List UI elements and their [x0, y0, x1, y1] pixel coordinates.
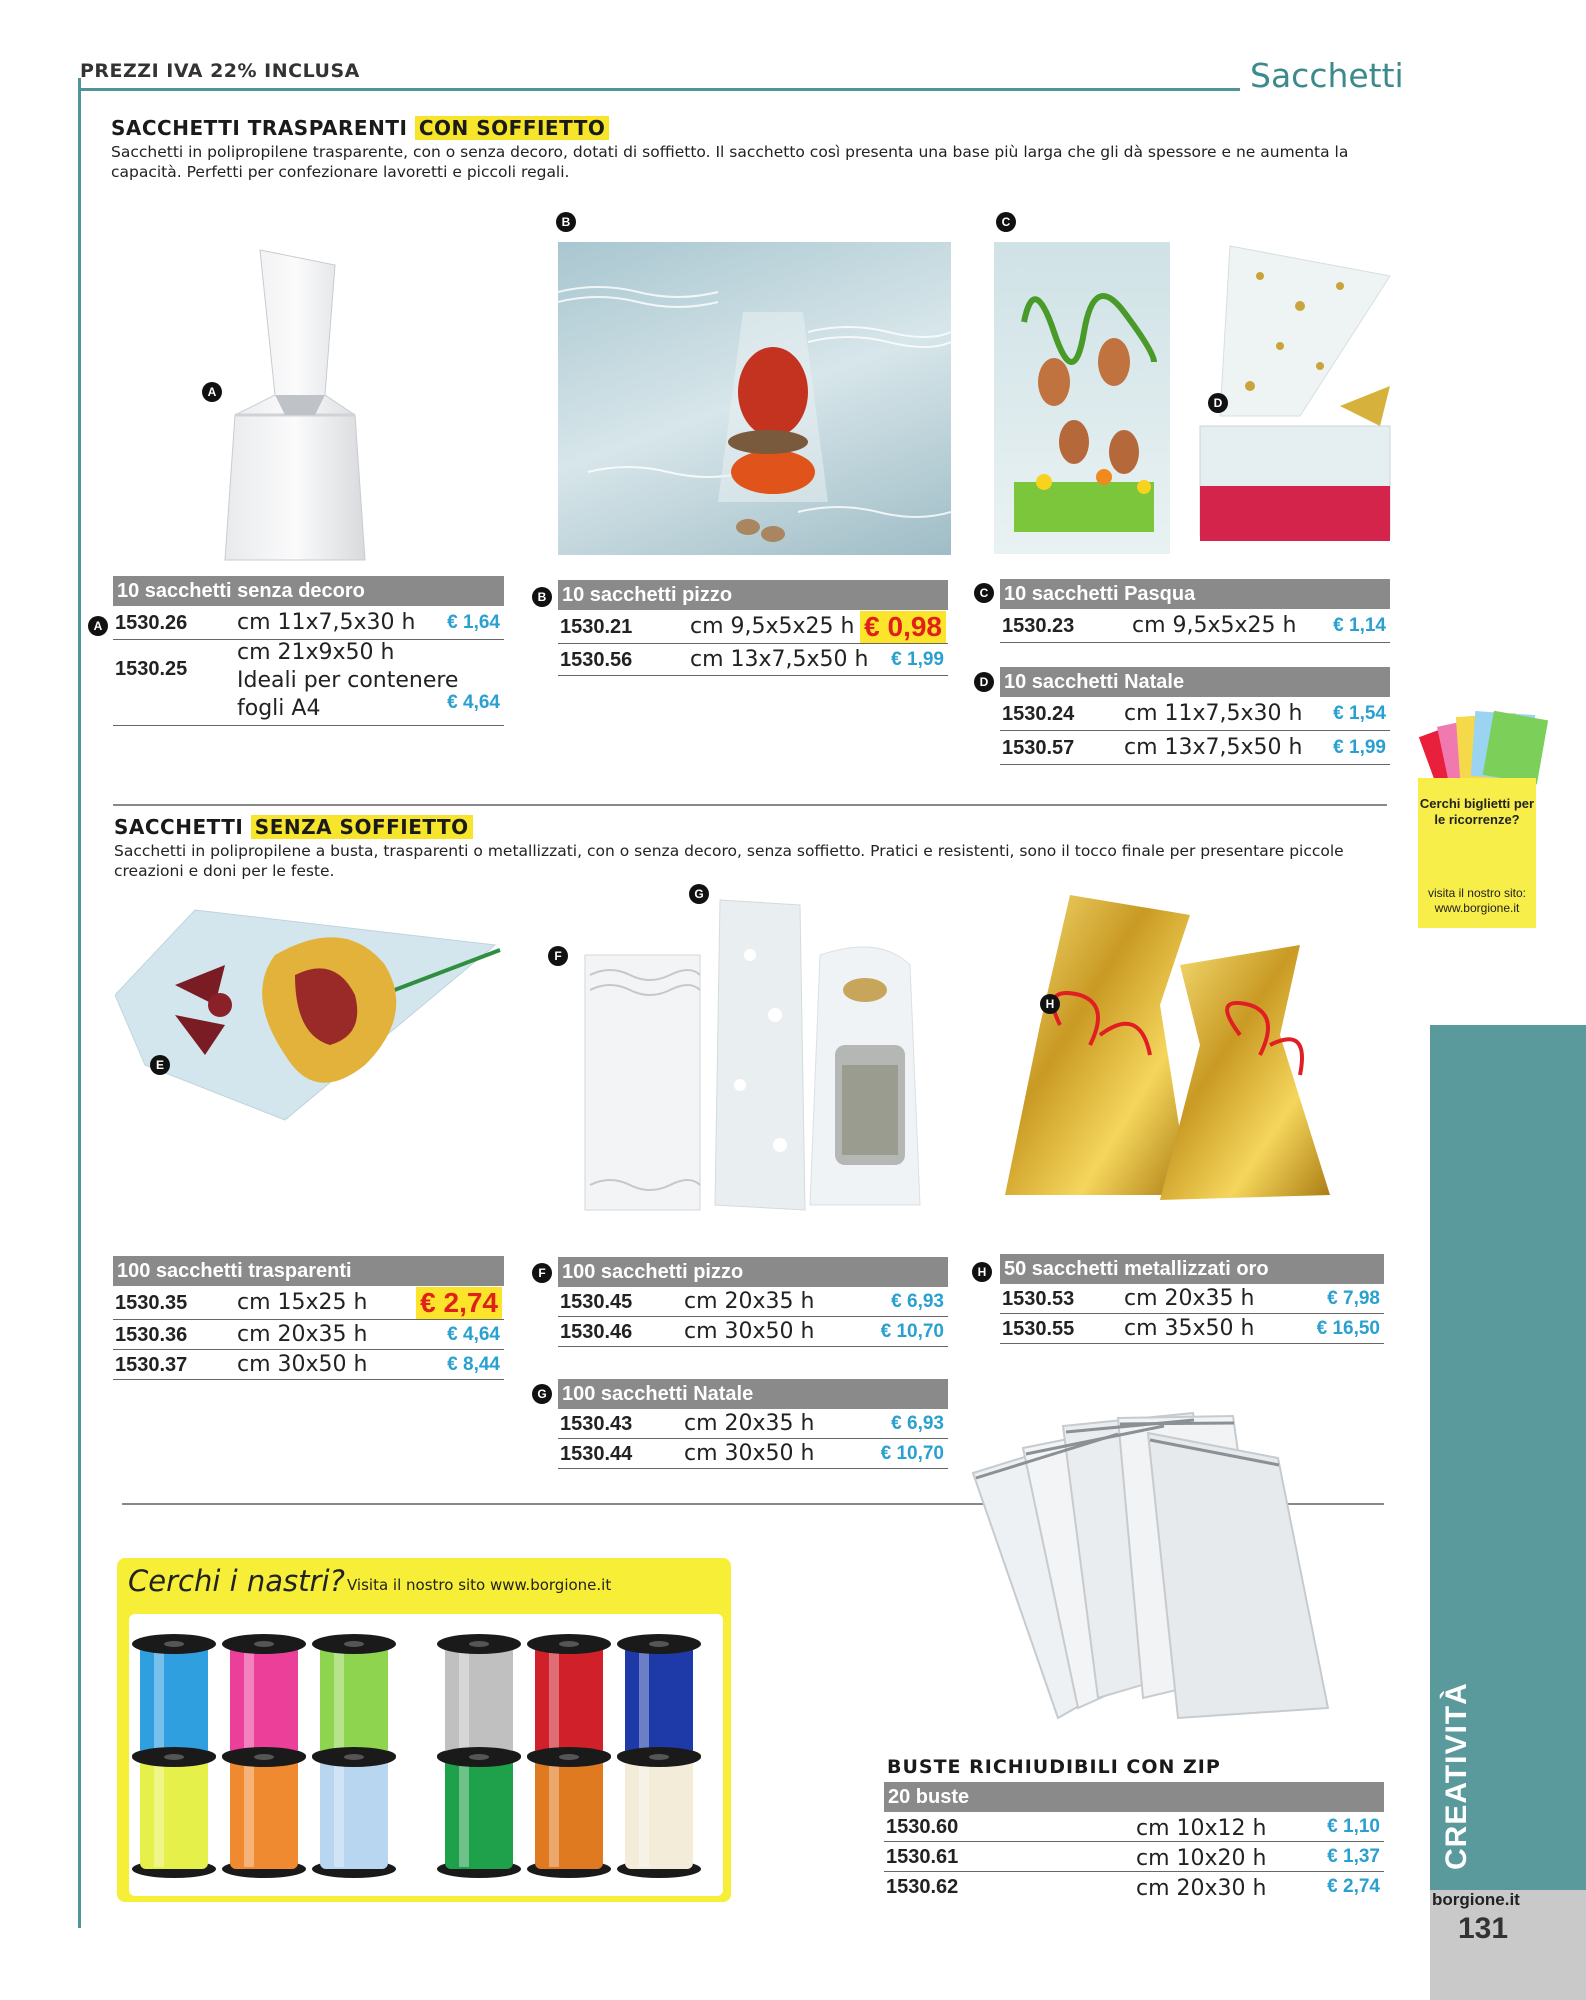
item-size: cm 9,5x5x25 h: [690, 614, 855, 639]
marker-a-table: A: [88, 616, 108, 636]
table-f: [558, 1257, 948, 1349]
item-code: 1530.43: [560, 1413, 633, 1435]
item-price: € 2,74: [1327, 1876, 1380, 1897]
section-title-soffietto: [111, 116, 609, 140]
table-row: [558, 1409, 948, 1439]
item-size: cm 30x50 h: [684, 1441, 815, 1466]
item-code: 1530.44: [560, 1443, 633, 1465]
section-description: Sacchetti in polipropilene trasparente, con o senza decoro, dotati di soffietto. Il sacchetto così presenta una base più larga che gli dà spessore e ne aumenta la capacità. Perfetti per confezionare lavoretti e piccoli regali.: [111, 143, 1349, 181]
item-price: € 8,44: [447, 1354, 500, 1375]
item-price: € 1,54: [1333, 703, 1386, 724]
table-row: [113, 606, 504, 640]
item-code: 1530.45: [560, 1291, 633, 1313]
item-size: cm 20x35 h: [1124, 1286, 1255, 1311]
ribbon-spool: [617, 1634, 701, 1765]
item-code: 1530.55: [1002, 1318, 1075, 1340]
ribbon-spool: [437, 1747, 521, 1878]
category-title: Sacchetti: [1250, 56, 1404, 95]
table-zip: [884, 1782, 1384, 1901]
item-size: cm 20x35 h: [684, 1411, 815, 1436]
section-title-senza-soffietto: [114, 815, 473, 839]
item-code: 1530.57: [1002, 737, 1075, 759]
item-code: 1530.56: [560, 649, 633, 671]
item-price: € 1,10: [1327, 1816, 1380, 1837]
section-divider: [113, 804, 1387, 806]
item-price: € 1,37: [1327, 1846, 1380, 1867]
table-e-header: 100 sacchetti trasparenti: [113, 1256, 504, 1286]
item-price: € 1,14: [1333, 615, 1386, 636]
item-code: 1530.46: [560, 1321, 633, 1343]
table-e: [113, 1256, 504, 1384]
marker-f-table: F: [532, 1263, 552, 1283]
item-size: cm 30x50 h: [237, 1352, 368, 1377]
item-price: € 1,64: [447, 612, 500, 633]
item-size: cm 20x35 h: [684, 1289, 815, 1314]
marker-d: D: [1208, 393, 1228, 413]
item-size: cm 13x7,5x50 h: [1124, 735, 1303, 760]
section-description: Sacchetti in polipropilene a busta, trasparenti o metallizzati, con o senza decoro, senza soffietto. Pratici e resistenti, sono il tocco finale per presentare piccole creazioni e doni per le feste.: [114, 842, 1344, 880]
table-h: [1000, 1254, 1384, 1346]
ribbon-spools: [129, 1614, 723, 1896]
table-row: [113, 1286, 504, 1320]
item-price: € 6,93: [891, 1291, 944, 1312]
ribbon-spool: [222, 1634, 306, 1765]
table-d: [1000, 667, 1390, 765]
left-accent-rule: [78, 78, 81, 1928]
item-code: 1530.61: [886, 1846, 959, 1868]
item-code: 1530.26: [115, 612, 188, 634]
item-size: cm 20x30 h: [1136, 1876, 1267, 1901]
marker-c: C: [996, 212, 1016, 232]
item-code: 1530.60: [886, 1816, 959, 1838]
item-size: cm 9,5x5x25 h: [1132, 613, 1297, 638]
item-code: 1530.35: [115, 1292, 188, 1314]
item-price: € 1,99: [1333, 737, 1386, 758]
table-row: [113, 1350, 504, 1380]
marker-h: H: [1040, 994, 1060, 1014]
item-note: fogli A4: [237, 696, 321, 721]
ribbons-promo-link[interactable]: Visita il nostro sito www.borgione.it: [347, 1576, 612, 1594]
item-price: € 1,99: [891, 649, 944, 670]
item-size: cm 21x9x50 h: [237, 640, 395, 665]
item-price: € 10,70: [880, 1443, 944, 1464]
item-code: 1530.23: [1002, 615, 1075, 637]
item-price: € 7,98: [1327, 1288, 1380, 1309]
product-photo-a: [215, 245, 380, 565]
table-row: [558, 644, 948, 676]
marker-g-table: G: [532, 1384, 552, 1404]
item-note: Ideali per contenere: [237, 668, 459, 693]
item-price: € 16,50: [1316, 1318, 1380, 1339]
greeting-cards-promo[interactable]: [1418, 778, 1536, 928]
section-title-highlight: CON SOFFIETTO: [415, 116, 609, 140]
table-b: [558, 580, 948, 676]
table-a-header: 10 sacchetti senza decoro: [113, 576, 504, 606]
section-title-highlight: SENZA SOFFIETTO: [251, 815, 473, 839]
table-row: [884, 1812, 1384, 1842]
item-size: cm 30x50 h: [684, 1319, 815, 1344]
item-code: 1530.36: [115, 1324, 188, 1346]
item-price: € 6,93: [891, 1413, 944, 1434]
table-h-header: 50 sacchetti metallizzati oro: [1000, 1254, 1384, 1284]
ribbon-spool: [312, 1747, 396, 1878]
product-photo-zip: [968, 1408, 1340, 1728]
ribbon-spool: [132, 1634, 216, 1765]
product-photo-f-g: [580, 895, 975, 1215]
section-tab-label: CREATIVITÀ: [1440, 1682, 1473, 1870]
table-row: [558, 610, 948, 644]
table-c-header: 10 sacchetti Pasqua: [1000, 579, 1390, 609]
item-code: 1530.25: [115, 658, 188, 680]
table-row: [1000, 1314, 1384, 1344]
promo-price: € 2,74: [416, 1287, 502, 1319]
table-row: [884, 1872, 1384, 1902]
header-rule: [78, 88, 1240, 91]
table-a: [113, 576, 504, 726]
table-row: [1000, 697, 1390, 731]
table-row: [113, 1320, 504, 1350]
table-zip-header: 20 buste: [884, 1782, 1384, 1812]
marker-f: F: [548, 946, 568, 966]
marker-a: A: [202, 382, 222, 402]
greeting-cards-image: [1418, 700, 1548, 790]
item-code: 1530.62: [886, 1876, 959, 1898]
table-row: [1000, 731, 1390, 765]
table-d-header: 10 sacchetti Natale: [1000, 667, 1390, 697]
ribbon-spool: [132, 1747, 216, 1878]
item-size: cm 20x35 h: [237, 1322, 368, 1347]
ribbon-spool: [527, 1634, 611, 1765]
table-f-header: 100 sacchetti pizzo: [558, 1257, 948, 1287]
zip-section-title: BUSTE RICHIUDIBILI CON ZIP: [887, 1756, 1221, 1778]
table-b-header: 10 sacchetti pizzo: [558, 580, 948, 610]
promo-card-link[interactable]: visita il nostro sito: www.borgione.it: [1427, 886, 1527, 915]
marker-b: B: [556, 212, 576, 232]
table-row: [113, 640, 504, 726]
item-price: € 4,64: [447, 692, 500, 713]
item-size: cm 15x25 h: [237, 1290, 368, 1315]
item-size: cm 10x12 h: [1136, 1816, 1267, 1841]
table-row: [558, 1439, 948, 1469]
item-size: cm 35x50 h: [1124, 1316, 1255, 1341]
item-price: € 10,70: [880, 1321, 944, 1342]
table-row: [1000, 609, 1390, 643]
product-photo-h: [1000, 885, 1370, 1213]
footer-site[interactable]: borgione.it: [1432, 1890, 1520, 1909]
item-size: cm 11x7,5x30 h: [1124, 701, 1303, 726]
item-size: cm 11x7,5x30 h: [237, 610, 416, 635]
table-c: [1000, 579, 1390, 643]
item-code: 1530.53: [1002, 1288, 1075, 1310]
ribbon-spool: [617, 1747, 701, 1878]
table-row: [1000, 1284, 1384, 1314]
promo-card-question: Cerchi biglietti per le ricorrenze?: [1419, 796, 1535, 827]
promo-price: € 0,98: [860, 611, 946, 643]
item-price: € 4,64: [447, 1324, 500, 1345]
product-photo-e: [115, 905, 505, 1123]
ribbon-spool: [437, 1634, 521, 1765]
table-row: [558, 1287, 948, 1317]
section-title-plain: SACCHETTI TRASPARENTI: [111, 116, 415, 140]
table-row: [884, 1842, 1384, 1872]
marker-g: G: [689, 884, 709, 904]
ribbon-spool: [312, 1634, 396, 1765]
table-g-header: 100 sacchetti Natale: [558, 1379, 948, 1409]
marker-e: E: [150, 1055, 170, 1075]
marker-h-table: H: [972, 1262, 992, 1282]
marker-d-table: D: [974, 672, 994, 692]
section-title-plain: SACCHETTI: [114, 815, 251, 839]
item-code: 1530.24: [1002, 703, 1075, 725]
marker-c-table: C: [974, 583, 994, 603]
item-size: cm 10x20 h: [1136, 1846, 1267, 1871]
ribbon-spool: [527, 1747, 611, 1878]
ribbon-spool: [222, 1747, 306, 1878]
product-photo-b: [558, 242, 951, 555]
marker-b-table: B: [532, 587, 552, 607]
ribbons-image-panel: [129, 1614, 723, 1896]
page-number: 131: [1458, 1912, 1509, 1945]
table-g: [558, 1379, 948, 1471]
tax-note: PREZZI IVA 22% INCLUSA: [80, 60, 360, 82]
item-code: 1530.21: [560, 616, 633, 638]
item-code: 1530.37: [115, 1354, 188, 1376]
table-row: [558, 1317, 948, 1347]
item-size: cm 13x7,5x50 h: [690, 647, 869, 672]
ribbons-promo-title: Cerchi i nastri?: [128, 1564, 345, 1598]
product-photo-c: [994, 242, 1170, 554]
